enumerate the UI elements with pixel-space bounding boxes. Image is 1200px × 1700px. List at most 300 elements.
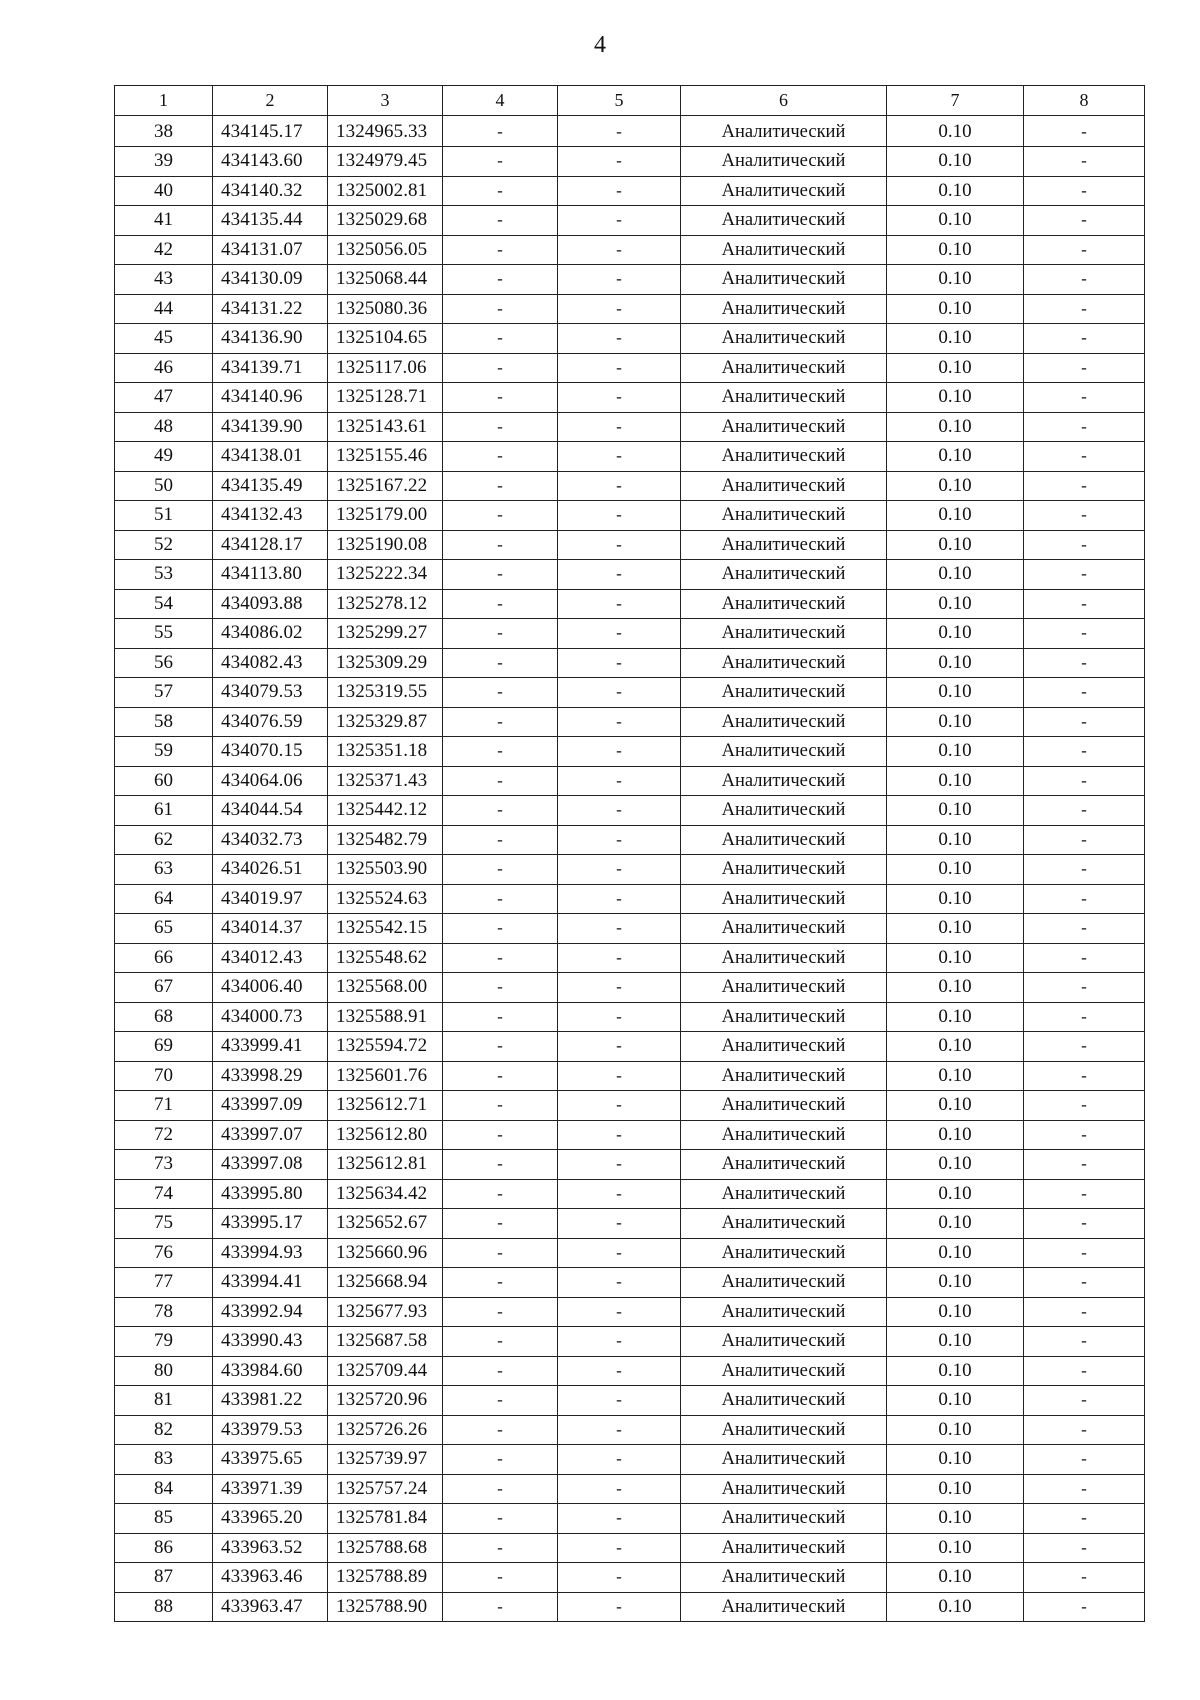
cell-y-coordinate: 1325568.00 xyxy=(328,973,443,1003)
cell-x-coordinate: 434076.59 xyxy=(213,707,328,737)
cell-col4: - xyxy=(443,973,558,1003)
cell-y-coordinate: 1325739.97 xyxy=(328,1445,443,1475)
cell-method: Аналитический xyxy=(681,1150,887,1180)
cell-col4: - xyxy=(443,176,558,206)
cell-accuracy: 0.10 xyxy=(887,1209,1024,1239)
cell-col5: - xyxy=(558,1179,681,1209)
cell-col4: - xyxy=(443,1032,558,1062)
cell-col8: - xyxy=(1024,914,1145,944)
cell-y-coordinate: 1325482.79 xyxy=(328,825,443,855)
cell-col5: - xyxy=(558,1002,681,1032)
cell-col5: - xyxy=(558,442,681,472)
cell-col5: - xyxy=(558,147,681,177)
cell-x-coordinate: 433975.65 xyxy=(213,1445,328,1475)
cell-accuracy: 0.10 xyxy=(887,884,1024,914)
cell-col8: - xyxy=(1024,1150,1145,1180)
cell-method: Аналитический xyxy=(681,560,887,590)
cell-accuracy: 0.10 xyxy=(887,383,1024,413)
cell-method: Аналитический xyxy=(681,678,887,708)
cell-col4: - xyxy=(443,442,558,472)
cell-method: Аналитический xyxy=(681,353,887,383)
cell-point-number: 43 xyxy=(115,265,213,295)
column-header-point-number: 1 xyxy=(115,86,213,116)
cell-accuracy: 0.10 xyxy=(887,115,1024,147)
table-row xyxy=(115,796,1145,826)
cell-col5: - xyxy=(558,1327,681,1357)
table-header-row xyxy=(115,86,1145,116)
cell-x-coordinate: 433997.08 xyxy=(213,1150,328,1180)
cell-x-coordinate: 434064.06 xyxy=(213,766,328,796)
cell-y-coordinate: 1325104.65 xyxy=(328,324,443,354)
cell-y-coordinate: 1325329.87 xyxy=(328,707,443,737)
cell-col5: - xyxy=(558,176,681,206)
column-header-col5: 5 xyxy=(558,86,681,116)
table-row xyxy=(115,678,1145,708)
cell-x-coordinate: 434143.60 xyxy=(213,147,328,177)
cell-col5: - xyxy=(558,1445,681,1475)
cell-x-coordinate: 433990.43 xyxy=(213,1327,328,1357)
cell-accuracy: 0.10 xyxy=(887,294,1024,324)
cell-col5: - xyxy=(558,1415,681,1445)
table-row xyxy=(115,1386,1145,1416)
cell-accuracy: 0.10 xyxy=(887,1150,1024,1180)
table-row xyxy=(115,176,1145,206)
table-row xyxy=(115,1356,1145,1386)
cell-y-coordinate: 1325080.36 xyxy=(328,294,443,324)
cell-accuracy: 0.10 xyxy=(887,1297,1024,1327)
cell-x-coordinate: 434086.02 xyxy=(213,619,328,649)
cell-col8: - xyxy=(1024,176,1145,206)
table-row xyxy=(115,1061,1145,1091)
cell-col4: - xyxy=(443,265,558,295)
cell-col8: - xyxy=(1024,115,1145,147)
column-header-accuracy: 7 xyxy=(887,86,1024,116)
cell-accuracy: 0.10 xyxy=(887,1091,1024,1121)
cell-col8: - xyxy=(1024,619,1145,649)
cell-point-number: 64 xyxy=(115,884,213,914)
cell-method: Аналитический xyxy=(681,1474,887,1504)
cell-point-number: 87 xyxy=(115,1563,213,1593)
cell-col4: - xyxy=(443,1504,558,1534)
cell-col5: - xyxy=(558,1297,681,1327)
cell-y-coordinate: 1325143.61 xyxy=(328,412,443,442)
cell-x-coordinate: 434139.71 xyxy=(213,353,328,383)
cell-col4: - xyxy=(443,1091,558,1121)
table-row xyxy=(115,115,1145,147)
cell-col8: - xyxy=(1024,973,1145,1003)
cell-point-number: 47 xyxy=(115,383,213,413)
cell-col5: - xyxy=(558,324,681,354)
cell-col8: - xyxy=(1024,737,1145,767)
cell-accuracy: 0.10 xyxy=(887,1120,1024,1150)
cell-y-coordinate: 1325687.58 xyxy=(328,1327,443,1357)
cell-col8: - xyxy=(1024,1179,1145,1209)
cell-col4: - xyxy=(443,206,558,236)
cell-col8: - xyxy=(1024,1061,1145,1091)
cell-x-coordinate: 434145.17 xyxy=(213,115,328,147)
cell-col4: - xyxy=(443,707,558,737)
cell-col8: - xyxy=(1024,324,1145,354)
cell-y-coordinate: 1325167.22 xyxy=(328,471,443,501)
cell-point-number: 56 xyxy=(115,648,213,678)
cell-accuracy: 0.10 xyxy=(887,678,1024,708)
cell-col8: - xyxy=(1024,589,1145,619)
cell-col5: - xyxy=(558,737,681,767)
column-header-col8: 8 xyxy=(1024,86,1145,116)
cell-col4: - xyxy=(443,589,558,619)
table-row xyxy=(115,1238,1145,1268)
cell-y-coordinate: 1325652.67 xyxy=(328,1209,443,1239)
cell-col4: - xyxy=(443,1563,558,1593)
cell-method: Аналитический xyxy=(681,1386,887,1416)
cell-col5: - xyxy=(558,1356,681,1386)
cell-method: Аналитический xyxy=(681,147,887,177)
cell-x-coordinate: 434044.54 xyxy=(213,796,328,826)
table-row xyxy=(115,1533,1145,1563)
cell-col4: - xyxy=(443,560,558,590)
cell-x-coordinate: 434000.73 xyxy=(213,1002,328,1032)
cell-method: Аналитический xyxy=(681,1209,887,1239)
cell-method: Аналитический xyxy=(681,1002,887,1032)
cell-x-coordinate: 434026.51 xyxy=(213,855,328,885)
cell-col8: - xyxy=(1024,1091,1145,1121)
cell-col5: - xyxy=(558,294,681,324)
cell-y-coordinate: 1325128.71 xyxy=(328,383,443,413)
cell-x-coordinate: 434128.17 xyxy=(213,530,328,560)
cell-point-number: 68 xyxy=(115,1002,213,1032)
cell-method: Аналитический xyxy=(681,884,887,914)
cell-accuracy: 0.10 xyxy=(887,147,1024,177)
cell-method: Аналитический xyxy=(681,737,887,767)
column-header-y-coordinate: 3 xyxy=(328,86,443,116)
cell-point-number: 49 xyxy=(115,442,213,472)
cell-col5: - xyxy=(558,1032,681,1062)
cell-col8: - xyxy=(1024,825,1145,855)
cell-col8: - xyxy=(1024,1563,1145,1593)
cell-col4: - xyxy=(443,1474,558,1504)
cell-col4: - xyxy=(443,1445,558,1475)
cell-method: Аналитический xyxy=(681,471,887,501)
cell-col5: - xyxy=(558,1091,681,1121)
cell-method: Аналитический xyxy=(681,1032,887,1062)
table-row xyxy=(115,1268,1145,1298)
cell-col8: - xyxy=(1024,1356,1145,1386)
cell-accuracy: 0.10 xyxy=(887,412,1024,442)
table-row xyxy=(115,737,1145,767)
cell-x-coordinate: 433999.41 xyxy=(213,1032,328,1062)
cell-col4: - xyxy=(443,884,558,914)
cell-method: Аналитический xyxy=(681,530,887,560)
cell-col4: - xyxy=(443,1209,558,1239)
cell-method: Аналитический xyxy=(681,1356,887,1386)
cell-col4: - xyxy=(443,1002,558,1032)
cell-method: Аналитический xyxy=(681,1327,887,1357)
table-row xyxy=(115,855,1145,885)
cell-col4: - xyxy=(443,1592,558,1622)
table-row xyxy=(115,442,1145,472)
cell-col4: - xyxy=(443,1356,558,1386)
cell-col8: - xyxy=(1024,501,1145,531)
cell-col4: - xyxy=(443,294,558,324)
table-row xyxy=(115,1120,1145,1150)
table-row xyxy=(115,353,1145,383)
cell-col8: - xyxy=(1024,648,1145,678)
cell-x-coordinate: 434131.22 xyxy=(213,294,328,324)
cell-x-coordinate: 434138.01 xyxy=(213,442,328,472)
cell-col5: - xyxy=(558,678,681,708)
cell-point-number: 63 xyxy=(115,855,213,885)
cell-x-coordinate: 433994.41 xyxy=(213,1268,328,1298)
cell-col8: - xyxy=(1024,235,1145,265)
cell-x-coordinate: 434130.09 xyxy=(213,265,328,295)
cell-col5: - xyxy=(558,1150,681,1180)
cell-accuracy: 0.10 xyxy=(887,1061,1024,1091)
cell-point-number: 42 xyxy=(115,235,213,265)
cell-col4: - xyxy=(443,825,558,855)
cell-accuracy: 0.10 xyxy=(887,235,1024,265)
cell-col4: - xyxy=(443,943,558,973)
cell-method: Аналитический xyxy=(681,619,887,649)
cell-method: Аналитический xyxy=(681,855,887,885)
cell-point-number: 55 xyxy=(115,619,213,649)
cell-point-number: 62 xyxy=(115,825,213,855)
table-row xyxy=(115,1592,1145,1622)
cell-x-coordinate: 433963.46 xyxy=(213,1563,328,1593)
cell-col4: - xyxy=(443,471,558,501)
cell-point-number: 60 xyxy=(115,766,213,796)
cell-accuracy: 0.10 xyxy=(887,1415,1024,1445)
cell-accuracy: 0.10 xyxy=(887,973,1024,1003)
cell-x-coordinate: 434032.73 xyxy=(213,825,328,855)
cell-point-number: 66 xyxy=(115,943,213,973)
cell-accuracy: 0.10 xyxy=(887,648,1024,678)
cell-col4: - xyxy=(443,648,558,678)
cell-x-coordinate: 433965.20 xyxy=(213,1504,328,1534)
column-header-x-coordinate: 2 xyxy=(213,86,328,116)
cell-y-coordinate: 1325309.29 xyxy=(328,648,443,678)
table-body xyxy=(115,115,1145,1622)
cell-col8: - xyxy=(1024,1032,1145,1062)
cell-x-coordinate: 433963.47 xyxy=(213,1592,328,1622)
cell-point-number: 61 xyxy=(115,796,213,826)
cell-method: Аналитический xyxy=(681,1445,887,1475)
cell-y-coordinate: 1325503.90 xyxy=(328,855,443,885)
cell-col8: - xyxy=(1024,412,1145,442)
cell-y-coordinate: 1325542.15 xyxy=(328,914,443,944)
cell-col4: - xyxy=(443,383,558,413)
cell-method: Аналитический xyxy=(681,1533,887,1563)
table-row xyxy=(115,589,1145,619)
table-row xyxy=(115,619,1145,649)
cell-method: Аналитический xyxy=(681,1091,887,1121)
cell-y-coordinate: 1325351.18 xyxy=(328,737,443,767)
cell-col8: - xyxy=(1024,383,1145,413)
cell-y-coordinate: 1325029.68 xyxy=(328,206,443,236)
cell-col8: - xyxy=(1024,560,1145,590)
cell-col8: - xyxy=(1024,206,1145,236)
cell-accuracy: 0.10 xyxy=(887,1268,1024,1298)
cell-y-coordinate: 1325612.80 xyxy=(328,1120,443,1150)
cell-col8: - xyxy=(1024,884,1145,914)
cell-col5: - xyxy=(558,884,681,914)
cell-col4: - xyxy=(443,1533,558,1563)
cell-point-number: 76 xyxy=(115,1238,213,1268)
cell-col8: - xyxy=(1024,1533,1145,1563)
cell-y-coordinate: 1324965.33 xyxy=(328,115,443,147)
cell-accuracy: 0.10 xyxy=(887,737,1024,767)
table-row xyxy=(115,560,1145,590)
cell-col4: - xyxy=(443,147,558,177)
cell-accuracy: 0.10 xyxy=(887,1032,1024,1062)
cell-method: Аналитический xyxy=(681,1563,887,1593)
table-row xyxy=(115,1474,1145,1504)
cell-x-coordinate: 433979.53 xyxy=(213,1415,328,1445)
table-row xyxy=(115,914,1145,944)
cell-method: Аналитический xyxy=(681,973,887,1003)
cell-y-coordinate: 1325155.46 xyxy=(328,442,443,472)
cell-accuracy: 0.10 xyxy=(887,1327,1024,1357)
table-row xyxy=(115,147,1145,177)
cell-col5: - xyxy=(558,235,681,265)
cell-accuracy: 0.10 xyxy=(887,206,1024,236)
cell-col8: - xyxy=(1024,530,1145,560)
cell-method: Аналитический xyxy=(681,265,887,295)
cell-col5: - xyxy=(558,560,681,590)
table-row xyxy=(115,1032,1145,1062)
cell-col4: - xyxy=(443,1297,558,1327)
table-row xyxy=(115,471,1145,501)
cell-col5: - xyxy=(558,796,681,826)
cell-col5: - xyxy=(558,648,681,678)
cell-y-coordinate: 1325757.24 xyxy=(328,1474,443,1504)
cell-accuracy: 0.10 xyxy=(887,1002,1024,1032)
cell-point-number: 69 xyxy=(115,1032,213,1062)
cell-x-coordinate: 433997.09 xyxy=(213,1091,328,1121)
cell-point-number: 45 xyxy=(115,324,213,354)
cell-col8: - xyxy=(1024,442,1145,472)
cell-col5: - xyxy=(558,265,681,295)
cell-col4: - xyxy=(443,1120,558,1150)
cell-x-coordinate: 433992.94 xyxy=(213,1297,328,1327)
cell-y-coordinate: 1325601.76 xyxy=(328,1061,443,1091)
column-header-method: 6 xyxy=(681,86,887,116)
cell-col4: - xyxy=(443,1386,558,1416)
cell-y-coordinate: 1325056.05 xyxy=(328,235,443,265)
cell-y-coordinate: 1325524.63 xyxy=(328,884,443,914)
cell-col8: - xyxy=(1024,1592,1145,1622)
table-row xyxy=(115,1445,1145,1475)
cell-col4: - xyxy=(443,796,558,826)
cell-col8: - xyxy=(1024,1327,1145,1357)
cell-col4: - xyxy=(443,412,558,442)
cell-accuracy: 0.10 xyxy=(887,766,1024,796)
cell-point-number: 40 xyxy=(115,176,213,206)
cell-col5: - xyxy=(558,825,681,855)
cell-col5: - xyxy=(558,914,681,944)
table-row xyxy=(115,1297,1145,1327)
cell-col5: - xyxy=(558,1474,681,1504)
cell-col5: - xyxy=(558,471,681,501)
cell-method: Аналитический xyxy=(681,235,887,265)
cell-x-coordinate: 434131.07 xyxy=(213,235,328,265)
cell-point-number: 73 xyxy=(115,1150,213,1180)
cell-method: Аналитический xyxy=(681,294,887,324)
cell-y-coordinate: 1325781.84 xyxy=(328,1504,443,1534)
cell-point-number: 74 xyxy=(115,1179,213,1209)
cell-x-coordinate: 434135.44 xyxy=(213,206,328,236)
cell-point-number: 51 xyxy=(115,501,213,531)
cell-accuracy: 0.10 xyxy=(887,589,1024,619)
table-row xyxy=(115,1504,1145,1534)
cell-point-number: 65 xyxy=(115,914,213,944)
cell-col5: - xyxy=(558,589,681,619)
cell-x-coordinate: 433984.60 xyxy=(213,1356,328,1386)
table-row xyxy=(115,707,1145,737)
cell-accuracy: 0.10 xyxy=(887,1504,1024,1534)
cell-x-coordinate: 434140.96 xyxy=(213,383,328,413)
cell-y-coordinate: 1325190.08 xyxy=(328,530,443,560)
cell-col8: - xyxy=(1024,1386,1145,1416)
cell-x-coordinate: 434140.32 xyxy=(213,176,328,206)
cell-method: Аналитический xyxy=(681,206,887,236)
cell-col4: - xyxy=(443,235,558,265)
cell-col5: - xyxy=(558,1209,681,1239)
cell-y-coordinate: 1325068.44 xyxy=(328,265,443,295)
cell-col8: - xyxy=(1024,1504,1145,1534)
cell-col8: - xyxy=(1024,796,1145,826)
table-row xyxy=(115,1150,1145,1180)
cell-col5: - xyxy=(558,1563,681,1593)
cell-point-number: 58 xyxy=(115,707,213,737)
cell-col4: - xyxy=(443,1415,558,1445)
cell-x-coordinate: 434070.15 xyxy=(213,737,328,767)
cell-col5: - xyxy=(558,619,681,649)
cell-point-number: 41 xyxy=(115,206,213,236)
cell-col4: - xyxy=(443,530,558,560)
cell-col5: - xyxy=(558,943,681,973)
cell-col5: - xyxy=(558,206,681,236)
cell-point-number: 75 xyxy=(115,1209,213,1239)
cell-y-coordinate: 1325788.90 xyxy=(328,1592,443,1622)
cell-col4: - xyxy=(443,914,558,944)
cell-point-number: 46 xyxy=(115,353,213,383)
cell-y-coordinate: 1325660.96 xyxy=(328,1238,443,1268)
table-row xyxy=(115,501,1145,531)
cell-col8: - xyxy=(1024,766,1145,796)
cell-col8: - xyxy=(1024,1209,1145,1239)
cell-y-coordinate: 1325179.00 xyxy=(328,501,443,531)
cell-point-number: 85 xyxy=(115,1504,213,1534)
cell-col8: - xyxy=(1024,707,1145,737)
cell-x-coordinate: 434136.90 xyxy=(213,324,328,354)
table-row xyxy=(115,1415,1145,1445)
cell-col5: - xyxy=(558,1386,681,1416)
cell-col4: - xyxy=(443,1238,558,1268)
cell-col5: - xyxy=(558,707,681,737)
cell-method: Аналитический xyxy=(681,943,887,973)
cell-accuracy: 0.10 xyxy=(887,1179,1024,1209)
cell-accuracy: 0.10 xyxy=(887,1445,1024,1475)
cell-y-coordinate: 1325548.62 xyxy=(328,943,443,973)
cell-x-coordinate: 433995.17 xyxy=(213,1209,328,1239)
table-row xyxy=(115,412,1145,442)
cell-method: Аналитический xyxy=(681,501,887,531)
cell-y-coordinate: 1325788.68 xyxy=(328,1533,443,1563)
cell-x-coordinate: 434082.43 xyxy=(213,648,328,678)
cell-col4: - xyxy=(443,619,558,649)
cell-accuracy: 0.10 xyxy=(887,471,1024,501)
table-row xyxy=(115,973,1145,1003)
